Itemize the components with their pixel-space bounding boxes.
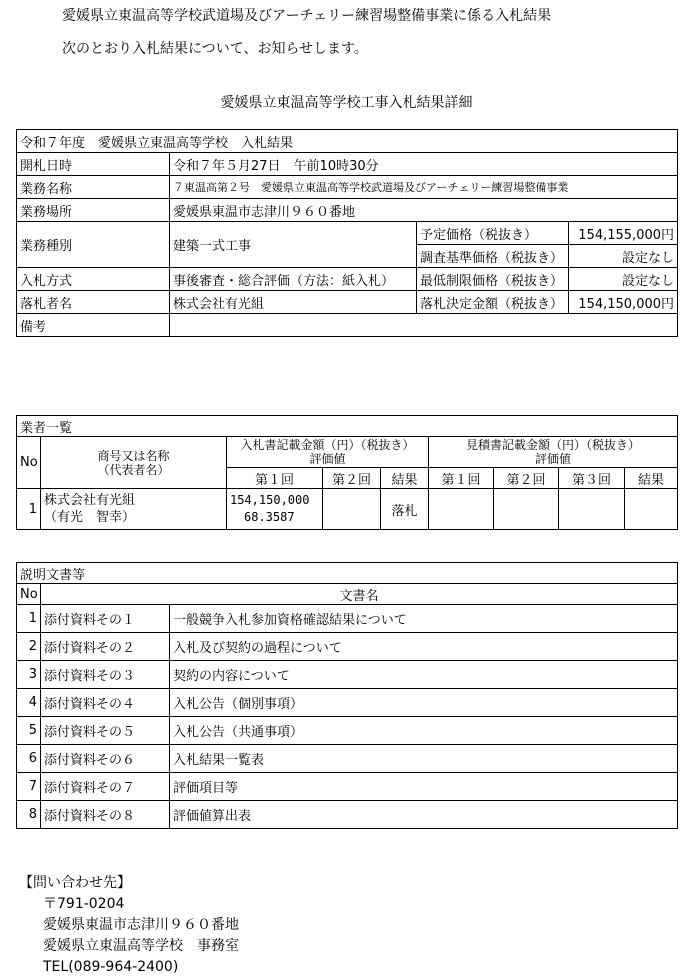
remarks-label: 備考	[17, 314, 170, 337]
planned-price-value: 154,155,000円	[569, 222, 678, 245]
min-price-value: 設定なし	[569, 268, 678, 291]
document-attachment: 添付資料その２	[41, 633, 170, 661]
award-price-label: 落札決定金額（税抜き）	[417, 291, 569, 314]
bidders-no-header: No	[17, 437, 41, 489]
remarks-value	[170, 314, 678, 337]
list-item[interactable]	[17, 633, 678, 661]
contact-office: 愛媛県立東温高等学校 事務室	[43, 938, 239, 954]
bidder-name-cell	[41, 489, 227, 530]
est-round3-value	[559, 489, 625, 530]
bidders-name-header: 商号又は名称 （代表者名）	[41, 437, 227, 489]
planned-price-label: 予定価格（税抜き）	[417, 222, 569, 245]
document-attachment: 添付資料その１	[41, 605, 170, 633]
bidder-representative: （有光 智幸）	[44, 510, 136, 525]
document-link[interactable]: 評価項目等	[170, 773, 678, 801]
min-price-label: 最低制限価格（税抜き）	[417, 268, 569, 291]
list-item[interactable]	[17, 661, 678, 689]
document-attachment: 添付資料その７	[41, 773, 170, 801]
method-label: 入札方式	[17, 268, 170, 291]
bid-round2-value	[323, 489, 381, 530]
location-value: 愛媛県東温市志津川９６０番地	[170, 199, 678, 222]
bid-amount-header-line1: 入札書記載金額（円）（税抜き）	[240, 438, 415, 452]
estimate-amount-header-line2: 評価値	[535, 452, 572, 466]
list-item[interactable]	[17, 773, 678, 801]
bidders-title: 業者一覧	[17, 416, 678, 437]
bidders-table	[16, 415, 678, 530]
document-link[interactable]: 評価値算出表	[170, 801, 678, 829]
document-attachment: 添付資料その４	[41, 689, 170, 717]
list-item[interactable]	[17, 689, 678, 717]
bid-round1-header: 第１回	[227, 468, 323, 489]
est-round1-value	[429, 489, 494, 530]
est-result-value	[625, 489, 678, 530]
bid-round1-amount: 154,150,000	[230, 493, 310, 507]
bid-amount-header	[227, 437, 429, 468]
bid-result-header: 結果	[381, 468, 429, 489]
list-item[interactable]	[17, 717, 678, 745]
list-item[interactable]	[17, 801, 678, 829]
document-attachment: 添付資料その６	[41, 745, 170, 773]
intro-title: 愛媛県立東温高等学校武道場及びアーチェリー練習場整備事業に係る入札結果	[62, 8, 552, 24]
document-no: 4	[17, 689, 41, 717]
estimate-amount-header	[429, 437, 678, 468]
list-item[interactable]	[17, 605, 678, 633]
bid-result-value: 落札	[381, 489, 429, 530]
contact-tel: TEL(089-964-2400)	[43, 959, 179, 975]
bidder-name: 株式会社有光組	[44, 493, 136, 508]
document-link[interactable]: 契約の内容について	[170, 661, 678, 689]
bid-round1-cell	[227, 489, 323, 530]
intro-notice: 次のとおり入札結果について、お知らせします。	[62, 41, 368, 57]
table-row	[17, 489, 678, 530]
document-attachment: 添付資料その３	[41, 661, 170, 689]
est-round3-header: 第３回	[559, 468, 625, 489]
document-link[interactable]: 一般競争入札参加資格確認結果について	[170, 605, 678, 633]
winner-label: 落札者名	[17, 291, 170, 314]
document-no: 6	[17, 745, 41, 773]
type-label: 業務種別	[17, 222, 170, 268]
document-link[interactable]: 入札結果一覧表	[170, 745, 678, 773]
contact-address: 愛媛県東温市志津川９６０番地	[43, 917, 239, 933]
work-name-label: 業務名称	[17, 176, 170, 199]
work-name-value: ７東温高第２号 愛媛県立東温高等学校武道場及びアーチェリー練習場整備事業	[170, 176, 678, 199]
location-label: 業務場所	[17, 199, 170, 222]
winner-value: 株式会社有光組	[170, 291, 417, 314]
documents-no-header: No	[17, 584, 41, 605]
documents-name-header: 文書名	[41, 584, 678, 605]
document-attachment: 添付資料その８	[41, 801, 170, 829]
detail-title: 愛媛県立東温高等学校工事入札結果詳細	[220, 95, 473, 111]
documents-table	[16, 562, 678, 829]
document-no: 1	[17, 605, 41, 633]
method-value: 事後審査・総合評価（方法：紙入札）	[170, 268, 417, 291]
open-date-label: 開札日時	[17, 153, 170, 176]
contact-title: 【問い合わせ先】	[19, 875, 131, 891]
survey-price-label: 調査基準価格（税抜き）	[417, 245, 569, 268]
est-round2-value	[494, 489, 559, 530]
survey-price-value: 設定なし	[569, 245, 678, 268]
document-attachment: 添付資料その５	[41, 717, 170, 745]
document-no: 2	[17, 633, 41, 661]
award-price-value: 154,150,000円	[569, 291, 678, 314]
contact-block	[19, 873, 239, 978]
summary-header: 令和７年度 愛媛県立東温高等学校 入札結果	[17, 130, 678, 153]
est-round1-header: 第１回	[429, 468, 494, 489]
document-no: 8	[17, 801, 41, 829]
est-round2-header: 第２回	[494, 468, 559, 489]
document-no: 5	[17, 717, 41, 745]
open-date-value: 令和７年５月27日 午前10時30分	[170, 153, 678, 176]
list-item[interactable]	[17, 745, 678, 773]
document-link[interactable]: 入札及び契約の過程について	[170, 633, 678, 661]
contact-postal: 〒791-0204	[43, 896, 125, 912]
bid-amount-header-line2: 評価値	[309, 452, 346, 466]
bid-round2-header: 第２回	[323, 468, 381, 489]
est-result-header: 結果	[625, 468, 678, 489]
summary-table	[16, 129, 678, 337]
type-value: 建築一式工事	[170, 222, 417, 268]
estimate-amount-header-line1: 見積書記載金額（円）（税抜き）	[466, 438, 641, 452]
document-no: 3	[17, 661, 41, 689]
bid-round1-eval: 68.3587	[244, 510, 295, 524]
documents-title: 説明文書等	[17, 563, 678, 584]
bidder-no: 1	[17, 489, 41, 530]
document-link[interactable]: 入札公告（共通事項）	[170, 717, 678, 745]
document-no: 7	[17, 773, 41, 801]
document-link[interactable]: 入札公告（個別事項）	[170, 689, 678, 717]
